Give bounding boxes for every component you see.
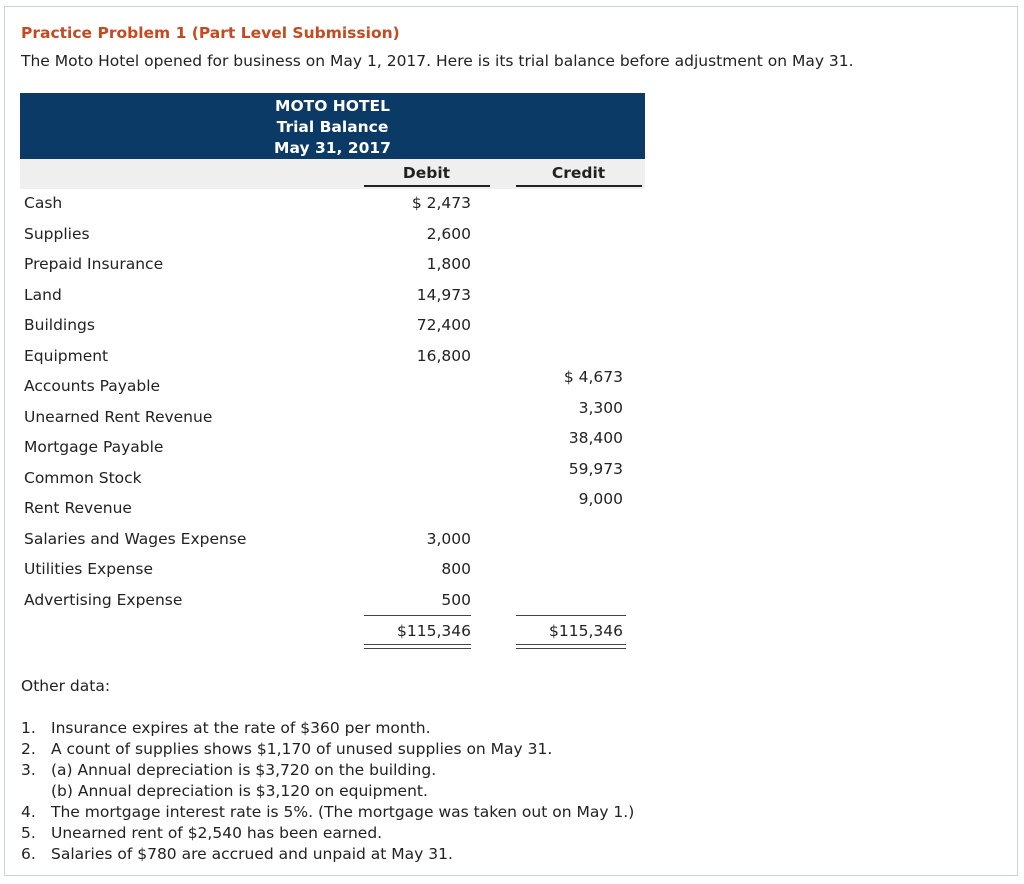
- debit-amount: 1,800: [426, 255, 471, 273]
- problem-title: Practice Problem 1 (Part Level Submission): [21, 24, 400, 42]
- statement-date: May 31, 2017: [274, 139, 391, 157]
- item-text: (b) Annual depreciation is $3,120 on equipment.: [51, 782, 428, 800]
- other-data-label: Other data:: [21, 677, 111, 695]
- credit-amount: 3,300: [578, 399, 623, 417]
- account-name: Cash: [24, 194, 63, 212]
- account-name: Salaries and Wages Expense: [24, 530, 247, 548]
- credit-double-rule-2: [516, 648, 626, 649]
- account-name: Utilities Expense: [24, 560, 154, 578]
- account-name: Advertising Expense: [24, 591, 183, 609]
- other-data-item: [21, 823, 634, 844]
- account-name: Accounts Payable: [24, 377, 161, 395]
- total-debit: $115,346: [397, 622, 471, 640]
- debit-amount: 800: [441, 560, 471, 578]
- credit-amount: 9,000: [578, 490, 623, 508]
- item-number: 3.: [21, 761, 36, 779]
- account-name: Unearned Rent Revenue: [24, 408, 213, 426]
- item-number: 2.: [21, 740, 36, 758]
- total-credit: $115,346: [549, 622, 623, 640]
- debit-header-underline: [364, 185, 490, 187]
- item-text: Unearned rent of $2,540 has been earned.: [51, 824, 383, 842]
- credit-double-rule-1: [516, 644, 626, 645]
- company-name: MOTO HOTEL: [275, 97, 390, 115]
- account-name: Rent Revenue: [24, 499, 132, 517]
- trial-balance-header: [20, 93, 645, 159]
- account-name: Prepaid Insurance: [24, 255, 164, 273]
- debit-total-rule: [364, 615, 471, 616]
- debit-amount: 500: [441, 591, 471, 609]
- other-data-item: [21, 844, 634, 865]
- credit-amount: 59,973: [568, 460, 623, 478]
- debit-double-rule-1: [364, 644, 471, 645]
- other-data-item: [21, 760, 634, 802]
- account-name: Equipment: [24, 347, 109, 365]
- account-name: Supplies: [24, 225, 90, 243]
- statement-name: Trial Balance: [276, 118, 389, 136]
- credit-total-rule: [516, 615, 626, 616]
- item-number: 4.: [21, 803, 36, 821]
- account-name: Buildings: [24, 316, 95, 334]
- item-number: 6.: [21, 845, 36, 863]
- credit-amount: 38,400: [568, 429, 623, 447]
- item-text: Salaries of $780 are accrued and unpaid at May 31.: [51, 845, 453, 863]
- debit-amount: 3,000: [426, 530, 471, 548]
- other-data-item: [21, 802, 634, 823]
- problem-intro: The Moto Hotel opened for business on May 1, 2017. Here is its trial balance before adjustment on May 31.: [21, 52, 854, 70]
- item-text: (a) Annual depreciation is $3,720 on the building.: [51, 761, 437, 779]
- debit-amount: 2,600: [426, 225, 471, 243]
- account-name: Mortgage Payable: [24, 438, 164, 456]
- other-data-item: [21, 739, 634, 760]
- debit-header: Debit: [402, 164, 451, 182]
- item-number: 1.: [21, 719, 36, 737]
- item-number: 5.: [21, 824, 36, 842]
- credit-header: Credit: [551, 164, 606, 182]
- item-text: The mortgage interest rate is 5%. (The mortgage was taken out on May 1.): [51, 803, 635, 821]
- debit-amount: 72,400: [416, 316, 471, 334]
- item-text: Insurance expires at the rate of $360 per month.: [51, 719, 431, 737]
- debit-amount: 16,800: [416, 347, 471, 365]
- credit-amount: $ 4,673: [563, 368, 623, 386]
- account-name: Common Stock: [24, 469, 142, 487]
- other-data-item: [21, 718, 634, 739]
- item-text: A count of supplies shows $1,170 of unused supplies on May 31.: [51, 740, 553, 758]
- debit-double-rule-2: [364, 648, 471, 649]
- debit-amount: 14,973: [416, 286, 471, 304]
- other-data-list: [21, 718, 634, 865]
- debit-amount: $ 2,473: [411, 194, 471, 212]
- credit-header-underline: [516, 185, 642, 187]
- account-name: Land: [24, 286, 62, 304]
